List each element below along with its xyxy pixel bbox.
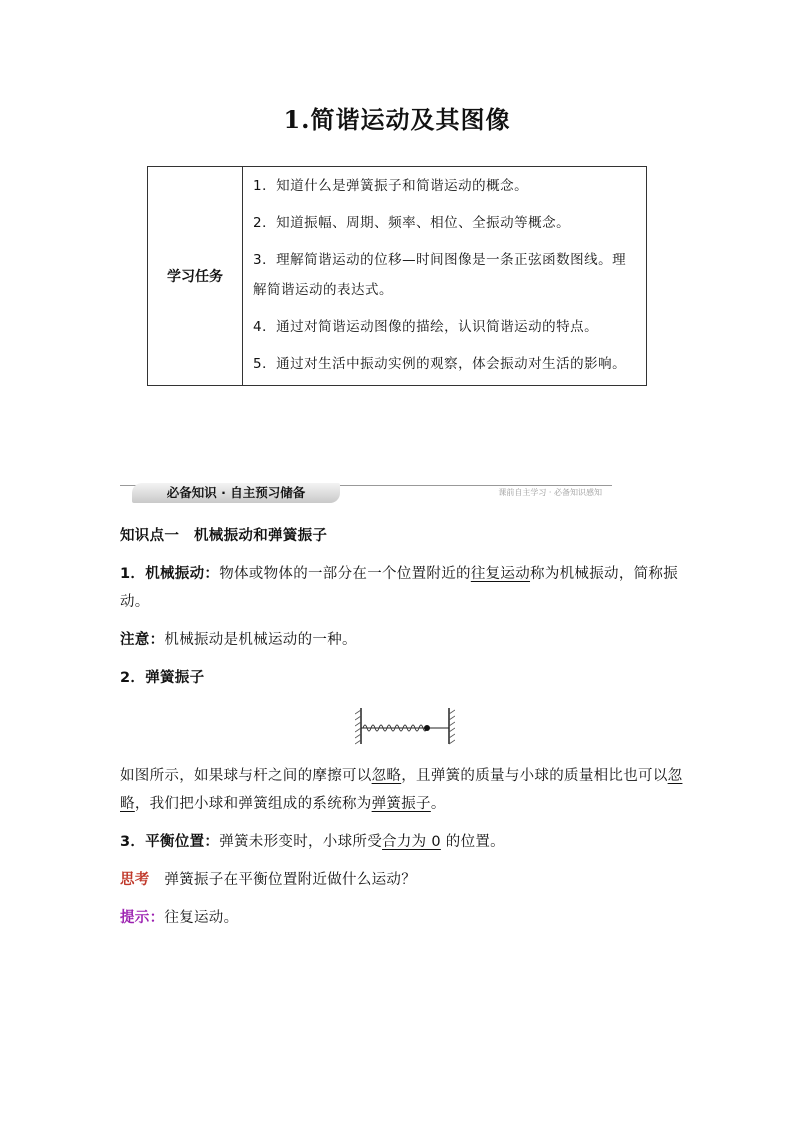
term-label: 1．机械振动： bbox=[120, 566, 220, 582]
think-label: 思考 bbox=[120, 872, 150, 888]
learning-tasks-table bbox=[147, 166, 647, 386]
task-item: 4．通过对简谐运动图像的描绘，认识简谐运动的特点。 bbox=[253, 319, 599, 335]
note-label: 注意： bbox=[120, 632, 165, 648]
underlined-term: 忽略 bbox=[371, 768, 402, 784]
hint-text: 往复运动。 bbox=[164, 910, 239, 926]
spring-oscillator-heading: 2．弹簧振子 bbox=[120, 670, 205, 686]
text: 如图所示，如果球与杆之间的摩擦可以 bbox=[120, 768, 372, 784]
banner-subtitle: 课前自主学习 · 必备知识感知 bbox=[498, 488, 602, 497]
text: 称为机械振动，简称振动。 bbox=[120, 566, 679, 610]
text: 物体或物体的一部分在一个位置附近的 bbox=[219, 566, 471, 582]
page-title: 1.简谐运动及其图像 bbox=[283, 105, 511, 134]
task-item: 1．知道什么是弹簧振子和简谐运动的概念。 bbox=[253, 178, 529, 194]
underlined-term: 合力为 0 bbox=[382, 834, 441, 850]
text: ，且弹簧的质量与小球的质量相比也可以 bbox=[401, 768, 668, 784]
banner-tab: 必备知识 · 自主预习储备 bbox=[132, 483, 340, 503]
section-heading: 知识点一 机械振动和弹簧振子 bbox=[120, 528, 328, 544]
tasks-list bbox=[243, 167, 647, 386]
note-paragraph bbox=[120, 626, 690, 654]
hint-label: 提示： bbox=[120, 910, 165, 926]
task-item: 3．理解简谐运动的位移—时间图像是一条正弦函数图线。理解简谐运动的表达式。 bbox=[253, 252, 627, 298]
text: 的位置。 bbox=[440, 834, 505, 850]
text: 。 bbox=[430, 796, 446, 812]
content bbox=[120, 522, 690, 932]
underlined-term: 往复运动 bbox=[470, 566, 531, 582]
text: 弹簧未形变时，小球所受 bbox=[219, 834, 383, 850]
hint-paragraph bbox=[120, 904, 690, 932]
note-text: 机械振动是机械运动的一种。 bbox=[164, 632, 357, 648]
spring-oscillator-diagram bbox=[355, 706, 455, 746]
equilibrium-paragraph bbox=[120, 828, 690, 856]
underlined-term: 忽略 bbox=[120, 768, 683, 812]
task-item: 2．知道振幅、周期、频率、相位、全振动等概念。 bbox=[253, 215, 571, 231]
paragraph-mechanical-vibration bbox=[120, 560, 690, 616]
tasks-label: 学习任务 bbox=[148, 167, 243, 386]
think-paragraph bbox=[120, 866, 690, 894]
spring-oscillator-paragraph bbox=[120, 762, 690, 818]
think-text: 弹簧振子在平衡位置附近做什么运动？ bbox=[164, 872, 417, 888]
underlined-term: 弹簧振子 bbox=[371, 796, 431, 812]
text: ，我们把小球和弹簧组成的系统称为 bbox=[134, 796, 372, 812]
task-item: 5．通过对生活中振动实例的观察，体会振动对生活的影响。 bbox=[253, 356, 627, 372]
section-banner bbox=[120, 482, 612, 504]
term-label: 3．平衡位置： bbox=[120, 834, 220, 850]
spring-oscillator-figure bbox=[120, 706, 690, 750]
